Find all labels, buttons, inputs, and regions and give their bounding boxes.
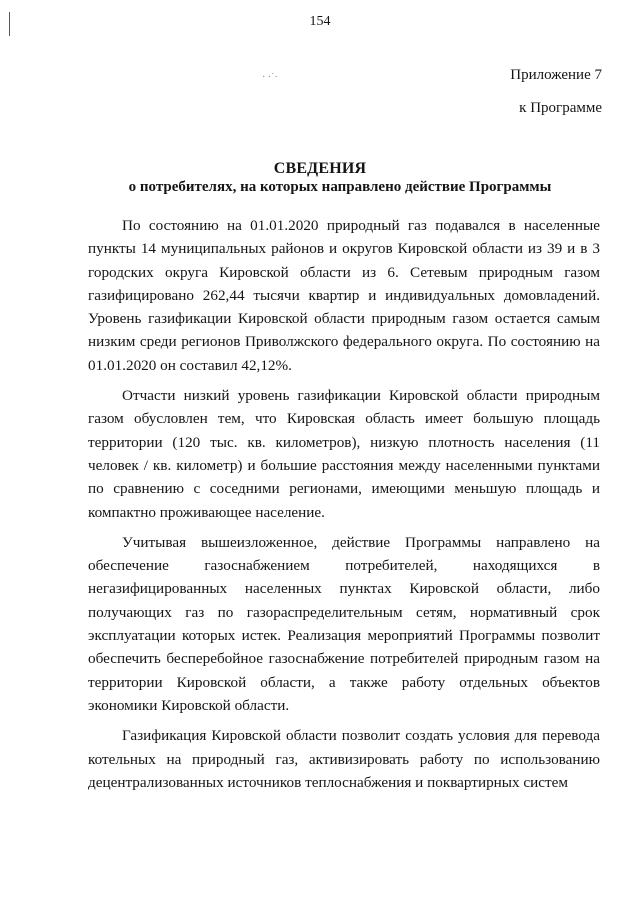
paragraph: По состоянию на 01.01.2020 природный газ подавался в населенные пункты 14 муниципальных районов и округов Кировской области из 39 и в 3 городских округа Кировской области из 6. Сетевым природным газом газифицировано 262,44 тысячи квартир и индивидуальных домовладений. Уровень газификации Кировской области природным газом остается самым низким среди регионов Приволжского федерального округа. По состоянию на 01.01.2020 он составил 42,12%. [88,217,600,374]
page-number: 154 [309,14,331,29]
appendix-program-label: к Программе [519,100,602,116]
document-title: СВЕДЕНИЯ [273,160,367,177]
scan-speck: · ·˙· [262,72,278,83]
appendix-label: Приложение 7 [510,67,602,83]
paragraph: Учитывая вышеизложенное, действие Программы направлено на обеспечение газоснабжением потребителей, находящихся в негазифицированных населенных пунктах Кировской области, либо получающих газ по газораспределительным сетям, нормативный срок эксплуатации которых истек. Реализация мероприятий Программы позволит обеспечить бесперебойное газоснабжение потребителей природным газом на территории Кировской области, а также работу отдельных объектов экономики Кировской области. [88,533,600,714]
document-body [88,214,600,801]
document-subtitle: о потребителях, на которых направлено действие Программы [128,179,552,195]
paragraph: Отчасти низкий уровень газификации Кировской области природным газом обусловлен тем, что Кировская область имеет большую площадь территории (120 тыс. кв. километров), низкую плотность населения (11 человек / кв. километр) и большие расстояния между населенными пунктами по сравнению с соседними регионами, имеющими меньшую площадь и компактно проживающее население. [88,387,600,521]
paragraph: Газификация Кировской области позволит создать условия для перевода котельных на природный газ, активизировать работу по использованию децентрализованных источников теплоснабжения и поквартирных систем [88,727,600,791]
